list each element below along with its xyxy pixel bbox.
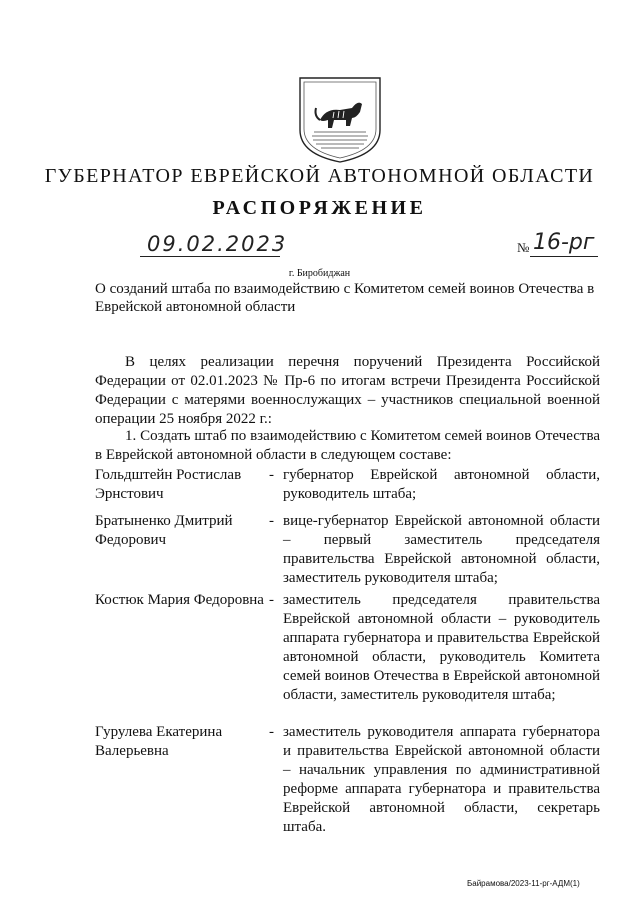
member-role: губернатор Еврейской автономной области, руководитель штаба;	[283, 467, 600, 502]
member-name: Братыненко Дмитрий Федорович	[95, 513, 233, 548]
document-type: РАСПОРЯЖЕНИЕ	[212, 197, 427, 219]
file-reference: Байрамова/2023-11-рг-АДМ(1)	[467, 879, 580, 888]
preamble-paragraph: В целях реализации перечня поручений Президента Российской Федерации от 02.01.2023 № Пр-6 по итогам встречи Президента Российской Федерации с матерями военнослужащих – участников специальной военной операции 25 ноября 2022 г.:	[95, 354, 600, 427]
member-role: вице-губернатор Еврейской автономной области – первый заместитель председателя правительства Еврейской автономной области, заместитель руководителя штаба;	[283, 513, 600, 586]
member-dash: -	[269, 467, 274, 483]
member-name: Костюк Мария Федоровна	[95, 592, 264, 608]
coat-of-arms-emblem	[296, 74, 384, 164]
member-dash: -	[269, 513, 274, 529]
member-name: Гольдштейн Ростислав Эрнстович	[95, 467, 242, 502]
document-number: 16-рг	[533, 230, 595, 255]
member-dash: -	[269, 724, 274, 740]
member-role: заместитель руководителя аппарата губернатора и правительства Еврейской автономной области – начальник управления по административной реформе аппарата губернатора и правительства Еврейской автономной области, секретарь штаба.	[283, 724, 600, 835]
date-underline	[140, 256, 280, 257]
clause-1-paragraph: 1. Создать штаб по взаимодействию с Комитетом семей воинов Отечества в Еврейской автономной области в следующем составе:	[95, 428, 600, 463]
member-role: заместитель председателя правительства Еврейской автономной области – руководитель аппарата губернатора и правительства Еврейской автономной области, руководитель Комитета семей воинов Отечества в Еврейской автономной области, заместитель руководителя штаба;	[283, 592, 600, 703]
document-date: 09.02.2023	[147, 232, 288, 256]
member-dash: -	[269, 592, 274, 608]
number-label: №	[517, 240, 530, 255]
document-subject: О созданий штаба по взаимодействию с Комитетом семей воинов Отечества в Еврейской автономной области	[95, 281, 595, 315]
number-underline	[530, 256, 598, 257]
issuing-authority: ГУБЕРНАТОР ЕВРЕЙСКОЙ АВТОНОМНОЙ ОБЛАСТИ	[44, 165, 595, 187]
member-name: Гурулева Екатерина Валерьевна	[95, 724, 223, 759]
city-of-issue: г. Биробиджан	[288, 268, 351, 279]
